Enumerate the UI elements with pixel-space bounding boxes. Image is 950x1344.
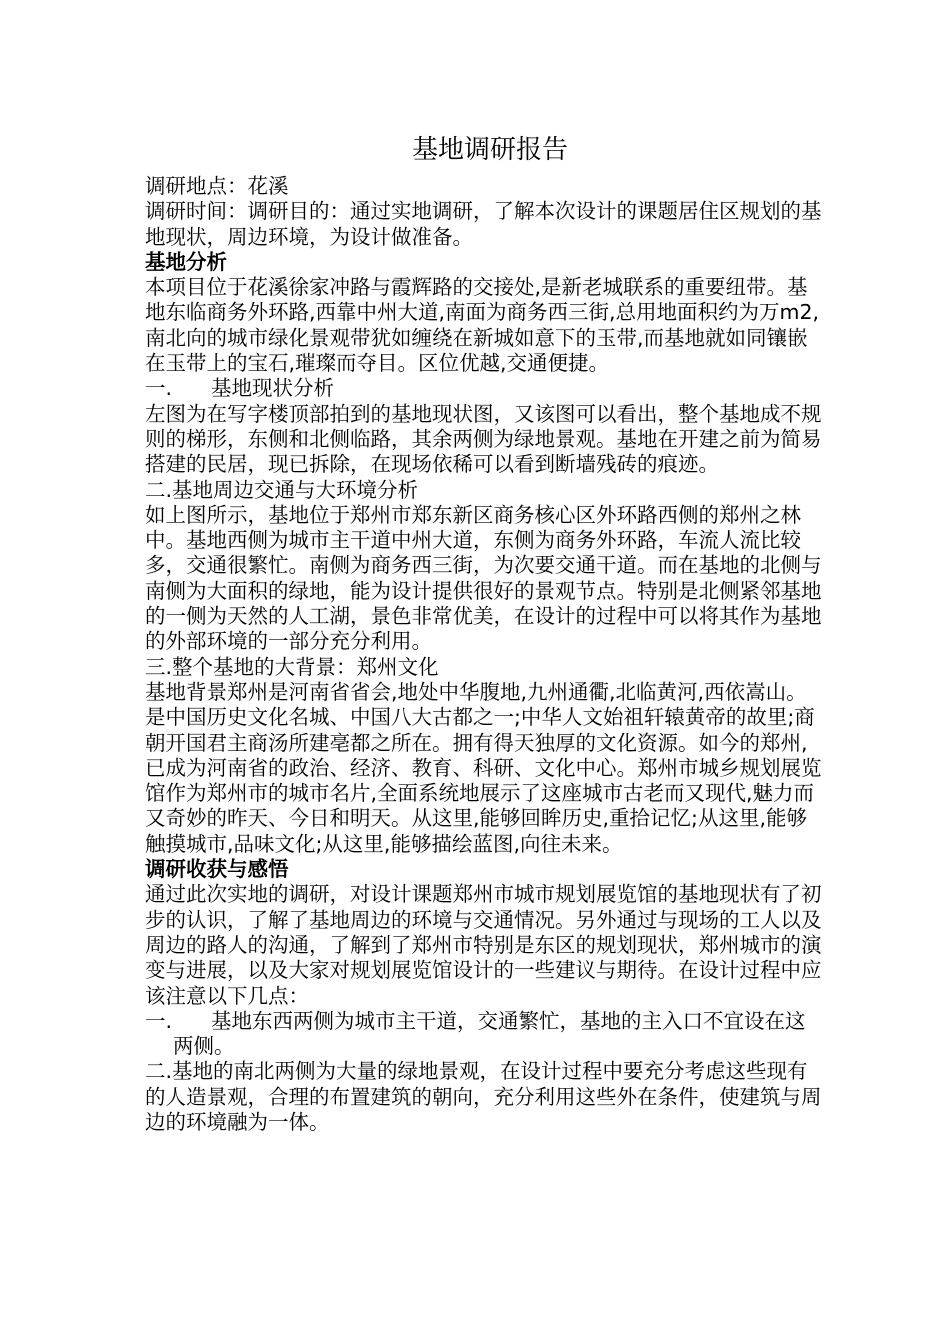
section-1-heading <box>145 376 825 401</box>
conclusion-heading: 调研收获与感悟 <box>145 857 289 882</box>
analysis-heading: 基地分析 <box>145 249 227 274</box>
document-body <box>145 174 825 1135</box>
section-2-body: 如上图所示，基地位于郑州市郑东新区商务核心区外环路西侧的郑州之林中。基地西侧为城市主干道中州大道，东侧为商务外环路，车流人流比较多，交通很繁忙。南侧为商务西三街，为次要交通干道。而在基地的北侧与南侧为大面积的绿地，能为设计提供很好的景观节点。特别是北侧紧邻基地的一侧为天然的人工湖，景色非常优美，在设计的过程中可以将其作为基地的外部环境的一部分充分利用。 <box>145 502 822 654</box>
section-1-title: 基地现状分析 <box>211 376 334 401</box>
conclusion-point-1 <box>145 1009 825 1060</box>
section-2-heading: 二.基地周边交通与大环境分析 <box>145 477 419 502</box>
conclusion-point-2: 二.基地的南北两侧为大量的绿地景观，在设计过程中要充分考虑这些现有的人造景观，合理的布置建筑的朝向，充分利用这些外在条件，使建筑与周边的环境融为一体。 <box>145 1059 822 1134</box>
section-1-number: 一. <box>145 376 173 401</box>
section-1-body: 左图为在写字楼顶部拍到的基地现状图，又该图可以看出，整个基地成不规则的梯形，东侧和北侧临路，其余两侧为绿地景观。基地在开建之前为简易搭建的民居，现已拆除，在现场依稀可以看到断墙残砖的痕迹。 <box>145 401 822 477</box>
section-3-heading: 三.整个基地的大背景：郑州文化 <box>145 654 439 679</box>
location-line: 调研地点：花溪 <box>145 174 289 198</box>
page-title: 基地调研报告 <box>411 135 568 165</box>
section-3-body: 基地背景郑州是河南省省会,地处中华腹地,九州通衢,北临黄河,西依嵩山。是中国历史文化名城、中国八大古都之一;中华人文始祖轩辕黄帝的故里;商朝开国君主商汤所建亳都之所在。拥有得天独厚的文化资源。如今的郑州,已成为河南省的政治、经济、教育、科研、文化中心。郑州市城乡规划展览馆作为郑州市的城市名片,全面系统地展示了这座城市古老而又现代,魅力而又奇妙的昨天、今日和明天。从这里,能够回眸历史,重拾记忆;从这里,能够触摸城市,品味文化;从这里,能够描绘蓝图,向往未来。 <box>145 679 822 856</box>
conclusion-body: 通过此次实地的调研，对设计课题郑州市城市规划展览馆的基地现状有了初步的认识，了解了基地周边的环境与交通情况。另外通过与现场的工人以及周边的路人的沟通，了解到了郑州市特别是东区的规划现状，郑州城市的演变与进展，以及大家对规划展览馆设计的一些建议与期待。在设计过程中应该注意以下几点： <box>145 882 822 1008</box>
time-purpose-line: 调研时间：调研目的：通过实地调研，了解本次设计的课题居住区规划的基地现状，周边环境，为设计做准备。 <box>145 199 822 249</box>
analysis-intro: 本项目位于花溪徐家冲路与霞辉路的交接处,是新老城联系的重要纽带。基地东临商务外环路,西靠中州大道,南面为商务西三街,总用地面积约为万m2,南北向的城市绿化景观带犹如缠绕在新城如意下的玉带,而基地就如同镶嵌在玉带上的宝石,璀璨而夺目。区位优越,交通便捷。 <box>145 275 820 376</box>
conclusion-point-1-text: 基地东西两侧为城市主干道，交通繁忙，基地的主入口不宜设在这两侧。 <box>173 1008 806 1059</box>
conclusion-point-1-number: 一. <box>145 1008 173 1033</box>
